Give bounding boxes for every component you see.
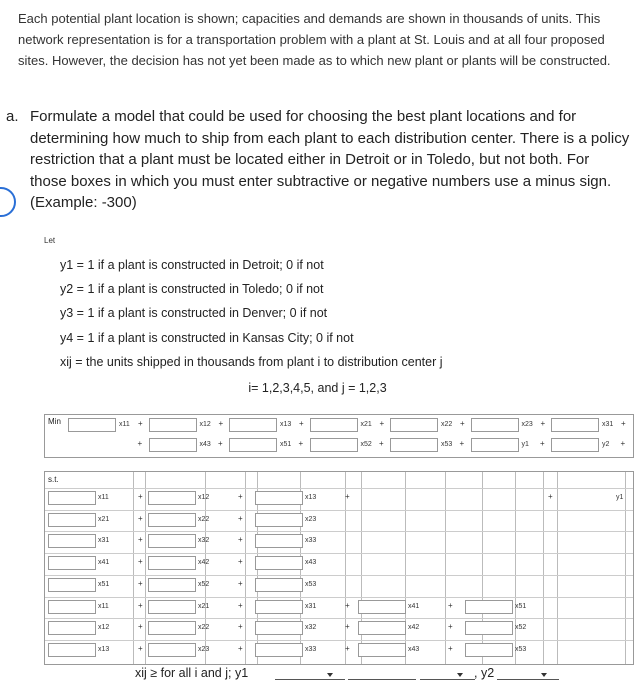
constraint-coef-input[interactable]: [148, 513, 196, 527]
objective-var-label: x51: [280, 441, 292, 448]
constraint-var-label: x41: [408, 602, 420, 610]
constraint-var-label: x32: [198, 537, 210, 545]
plus-sign: +: [138, 578, 143, 588]
constraint-coef-input[interactable]: [358, 600, 406, 614]
objective-coef-input[interactable]: [471, 438, 519, 452]
grid-line: [543, 472, 544, 664]
grid-line: [45, 575, 633, 576]
plus-sign: +: [460, 419, 465, 428]
objective-var-label: x23: [521, 421, 533, 428]
definition-y4: y4 = 1 if a plant is constructed in Kansas City; 0 if not: [60, 331, 354, 345]
constraint-coef-input[interactable]: [255, 621, 303, 635]
plus-sign: +: [548, 492, 553, 501]
constraint-var-label: x12: [98, 624, 110, 632]
constraint-coef-input[interactable]: [255, 578, 303, 592]
grid-line: [625, 472, 626, 664]
constraint-coef-input[interactable]: [255, 491, 303, 505]
chevron-down-icon: [541, 673, 547, 677]
constraint-var-label: y1: [616, 494, 624, 501]
constraint-var-label: x23: [198, 645, 210, 653]
constraint-var-label: x53: [515, 645, 527, 653]
constraint-var-label: x22: [198, 515, 210, 523]
question-text: Formulate a model that could be used for choosing the best plant locations and for determining how much to ship from each plant to each distribution center. There is a policy restriction that a plant must be located either in Detroit or in Toledo, but not both. For those boxes in which you must enter subtractive or negative numbers use a minus sign. (Example: -300): [30, 108, 630, 211]
y1-select[interactable]: [275, 670, 345, 680]
objective-var-label: x22: [441, 421, 453, 428]
grid-line: [405, 472, 406, 664]
question-letter: a.: [6, 108, 19, 125]
constraint-coef-input[interactable]: [48, 643, 96, 657]
constraint-coef-input[interactable]: [148, 534, 196, 548]
grid-line: [45, 510, 633, 511]
plus-sign: +: [138, 535, 143, 545]
plus-sign: +: [138, 492, 143, 501]
plus-sign: +: [448, 643, 453, 653]
objective-var-label: x52: [360, 441, 372, 448]
objective-var-label: x43: [199, 441, 211, 448]
grid-line: [45, 640, 633, 641]
plus-sign: +: [345, 643, 350, 653]
plus-sign: +: [138, 643, 143, 653]
constraint-coef-input[interactable]: [48, 513, 96, 527]
grid-line: [361, 472, 362, 664]
constraint-var-label: x52: [198, 580, 210, 588]
plus-sign: +: [299, 419, 304, 428]
constraint-var-label: x43: [408, 645, 420, 653]
plus-sign: +: [540, 419, 546, 428]
constraint-coef-input[interactable]: [465, 600, 513, 614]
constraint-var-label: x21: [198, 602, 210, 610]
objective-var-label: x12: [199, 421, 211, 428]
objective-coef-input[interactable]: [229, 418, 277, 432]
plus-sign: +: [138, 600, 143, 610]
plus-sign: +: [448, 600, 453, 610]
objective-coef-input[interactable]: [551, 438, 599, 452]
constraint-var-label: x11: [98, 602, 109, 610]
plus-sign: +: [448, 622, 453, 632]
constraint-coef-input[interactable]: [465, 643, 513, 657]
plus-sign: +: [238, 578, 243, 588]
plus-sign: +: [238, 557, 243, 567]
objective-coef-input[interactable]: [310, 418, 358, 432]
plus-sign: +: [345, 492, 350, 501]
plus-sign: +: [238, 535, 243, 545]
constraint-var-label: x42: [408, 624, 420, 632]
constraint-coef-input[interactable]: [255, 534, 303, 548]
constraint-coef-input[interactable]: [255, 643, 303, 657]
plus-sign: +: [138, 513, 143, 523]
objective-var-label: x53: [441, 441, 453, 448]
constraint-var-label: x13: [305, 494, 317, 501]
constraint-coef-input[interactable]: [255, 600, 303, 614]
constraint-coef-input[interactable]: [465, 621, 513, 635]
y1-select-3[interactable]: [420, 670, 475, 680]
objective-var-label: x31: [602, 421, 614, 428]
constraint-var-label: x21: [98, 515, 110, 523]
grid-line: [45, 618, 633, 619]
plus-sign: +: [238, 643, 243, 653]
grid-line: [133, 472, 134, 664]
plus-sign: +: [620, 439, 626, 448]
grid-line: [557, 472, 558, 664]
objective-coef-input[interactable]: [551, 418, 599, 432]
constraint-coef-input[interactable]: [48, 600, 96, 614]
definition-y3: y3 = 1 if a plant is constructed in Denver; 0 if not: [60, 306, 328, 320]
plus-sign: +: [238, 622, 243, 632]
index-ranges: i= 1,2,3,4,5, and j = 1,2,3: [248, 381, 387, 395]
grid-line: [45, 597, 633, 598]
definition-y2: y2 = 1 if a plant is constructed in Toledo; 0 if not: [60, 282, 324, 296]
plus-sign: +: [540, 439, 545, 448]
constraint-var-label: x22: [198, 624, 210, 632]
objective-coef-input[interactable]: [149, 438, 197, 452]
intro-paragraph: Each potential plant location is shown; capacities and demands are shown in thousands of units. This network representation is for a transportation problem with a plant at St. Louis and at all four proposed sites. However, the decision has not yet been made as to which new plant or plants will be constructed.: [18, 11, 611, 68]
constraint-var-label: x11: [98, 494, 109, 501]
plus-sign: +: [621, 419, 626, 428]
constraint-coef-input[interactable]: [48, 491, 96, 505]
constraint-var-label: x53: [305, 580, 317, 588]
y2-label: , y2: [474, 666, 495, 680]
constraint-var-label: x23: [305, 515, 317, 523]
constraint-var-label: x31: [305, 602, 317, 610]
constraint-var-label: x42: [198, 559, 210, 567]
constraint-var-label: x33: [305, 537, 317, 545]
constraint-coef-input[interactable]: [255, 513, 303, 527]
constraint-coef-input[interactable]: [148, 600, 196, 614]
grid-line: [145, 472, 146, 664]
constraint-var-label: x52: [515, 624, 527, 632]
plus-sign: +: [218, 419, 224, 428]
constraint-var-label: x41: [98, 559, 110, 567]
constraint-coef-input[interactable]: [48, 534, 96, 548]
constraint-var-label: x43: [305, 559, 317, 567]
objective-coef-input[interactable]: [390, 438, 438, 452]
constraint-coef-input[interactable]: [358, 621, 406, 635]
constraint-var-label: x51: [515, 602, 527, 610]
definition-y1: y1 = 1 if a plant is constructed in Detroit; 0 if not: [60, 258, 324, 272]
plus-sign: +: [345, 600, 350, 610]
let-label: Let: [44, 236, 56, 245]
objective-var-label: y2: [602, 441, 610, 448]
grid-line: [45, 531, 633, 532]
plus-sign: +: [218, 439, 223, 448]
objective-var-label: y1: [521, 441, 529, 448]
plus-sign: +: [137, 439, 143, 448]
constraint-coef-input[interactable]: [48, 621, 96, 635]
objective-var-label: x11: [119, 421, 130, 428]
plus-sign: +: [459, 439, 465, 448]
objective-table: [44, 414, 634, 458]
chevron-down-icon: [457, 673, 463, 677]
grid-line: [482, 472, 483, 664]
grid-line: [245, 472, 246, 664]
plus-sign: +: [138, 557, 143, 567]
plus-sign: +: [238, 513, 243, 523]
objective-coef-input[interactable]: [149, 418, 197, 432]
grid-line: [45, 488, 633, 489]
plus-sign: +: [379, 439, 384, 448]
y2-select[interactable]: [497, 670, 559, 680]
definition-xij: xij = the units shipped in thousands from plant i to distribution center j: [60, 355, 443, 369]
plus-sign: +: [238, 600, 243, 610]
constraint-var-label: x33: [305, 645, 317, 653]
min-label: Min: [48, 417, 61, 426]
nav-circle-icon[interactable]: [0, 187, 16, 217]
constraint-var-label: x51: [98, 580, 110, 588]
objective-coef-input[interactable]: [310, 438, 358, 452]
question-block: [6, 106, 630, 214]
grid-line: [45, 553, 633, 554]
constraint-coef-input[interactable]: [48, 556, 96, 570]
objective-coef-input[interactable]: [390, 418, 438, 432]
constraint-var-label: x13: [98, 645, 110, 653]
objective-coef-input[interactable]: [471, 418, 519, 432]
plus-sign: +: [138, 622, 143, 632]
objective-coef-input[interactable]: [68, 418, 116, 432]
footer-text: xij ≥ for all i and j; y1: [135, 666, 249, 680]
constraint-coef-input[interactable]: [148, 621, 196, 635]
constraint-coef-input[interactable]: [148, 643, 196, 657]
constraint-coef-input[interactable]: [148, 491, 196, 505]
grid-line: [515, 472, 516, 664]
y1-select-2[interactable]: [348, 670, 416, 680]
objective-var-label: x21: [360, 421, 372, 428]
objective-coef-input[interactable]: [229, 438, 277, 452]
chevron-down-icon: [327, 673, 333, 677]
constraint-var-label: x12: [198, 494, 210, 501]
plus-sign: +: [298, 439, 304, 448]
plus-sign: +: [379, 419, 385, 428]
constraint-var-label: x32: [305, 624, 317, 632]
plus-sign: +: [345, 622, 350, 632]
constraint-coef-input[interactable]: [255, 556, 303, 570]
constraints-table: [44, 471, 634, 665]
st-label: s.t.: [48, 475, 59, 484]
constraint-coef-input[interactable]: [148, 578, 196, 592]
constraint-var-label: x31: [98, 537, 110, 545]
plus-sign: +: [238, 492, 243, 501]
constraint-coef-input[interactable]: [48, 578, 96, 592]
constraint-coef-input[interactable]: [148, 556, 196, 570]
objective-var-label: x13: [280, 421, 292, 428]
constraint-coef-input[interactable]: [358, 643, 406, 657]
grid-line: [445, 472, 446, 664]
plus-sign: +: [138, 419, 143, 428]
